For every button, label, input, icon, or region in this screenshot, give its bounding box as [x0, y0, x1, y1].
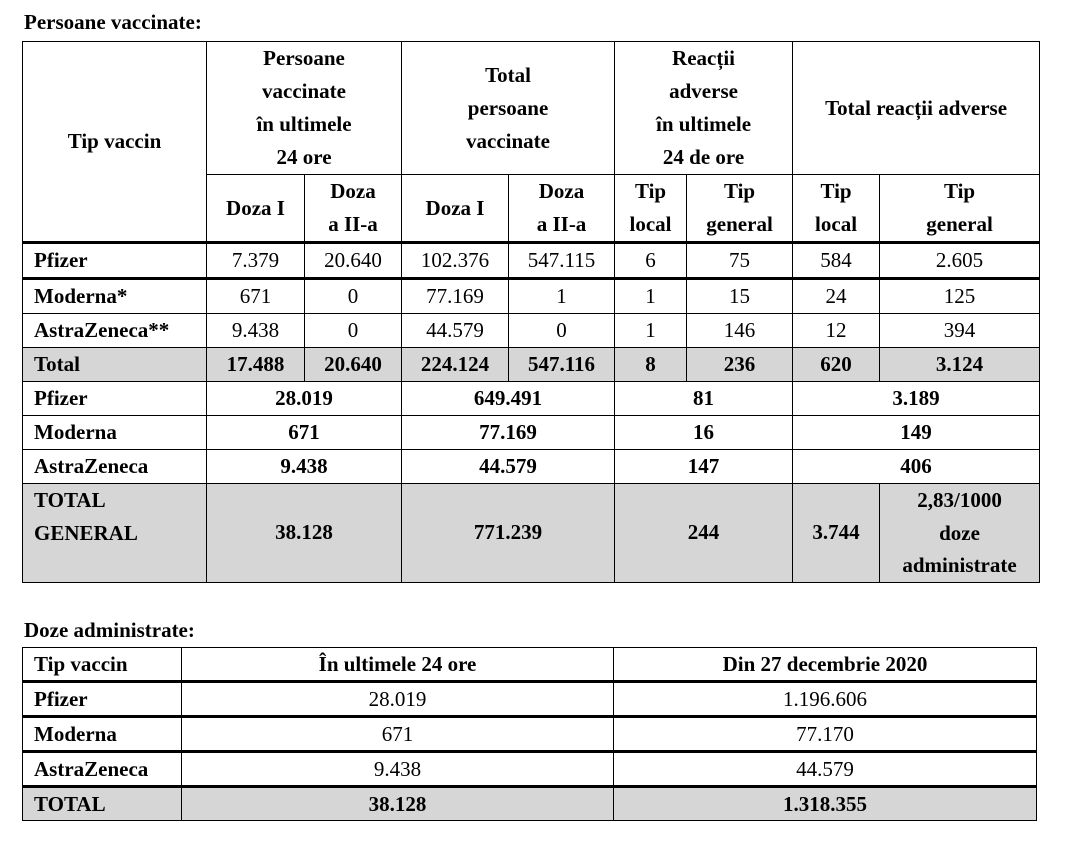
cell: 149: [793, 416, 1040, 450]
header-total-adverse-reactions: Total reacții adverse: [793, 42, 1040, 175]
subheader-tip-local: [793, 175, 880, 243]
summary-row-astrazeneca: [23, 450, 1040, 484]
header-line: a II-a: [328, 212, 378, 236]
cell: 20.640: [305, 243, 402, 279]
rate-line: administrate: [902, 553, 1017, 577]
row-label: Moderna: [23, 416, 207, 450]
label-line: GENERAL: [34, 520, 138, 545]
table-row-total: [23, 787, 1037, 821]
cell: 244: [615, 484, 793, 583]
cell: 224.124: [402, 348, 509, 382]
cell: 394: [880, 314, 1040, 348]
header-line: în ultimele: [656, 112, 752, 136]
cell: 15: [687, 279, 793, 314]
header-line: general: [706, 212, 773, 236]
row-label: Moderna: [23, 717, 182, 752]
row-label: AstraZeneca: [23, 450, 207, 484]
header-line: adverse: [669, 79, 738, 103]
header-line: local: [629, 212, 672, 236]
reaction-rate: [880, 484, 1040, 583]
header-line: local: [815, 212, 858, 236]
header-vaccinated-24h: [207, 42, 402, 175]
cell: 17.488: [207, 348, 305, 382]
cell: 28.019: [207, 382, 402, 416]
cell: 547.116: [509, 348, 615, 382]
rate-line: 2,83/1000: [917, 488, 1002, 512]
row-label: AstraZeneca**: [23, 314, 207, 348]
cell: 125: [880, 279, 1040, 314]
cell: 1: [615, 314, 687, 348]
header-line: vaccinate: [466, 128, 551, 153]
cell: 75: [687, 243, 793, 279]
label-line: TOTAL: [34, 488, 106, 512]
cell: 44.579: [402, 314, 509, 348]
cell: 547.115: [509, 243, 615, 279]
header-line: Tip: [820, 179, 852, 203]
cell: 649.491: [402, 382, 615, 416]
row-label: Moderna*: [23, 279, 207, 314]
header-line: a II-a: [536, 212, 587, 236]
cell: 1: [509, 279, 615, 314]
cell: 44.579: [614, 752, 1037, 787]
cell: 28.019: [182, 682, 614, 717]
header-line: în ultimele: [256, 112, 352, 136]
cell: 8: [615, 348, 687, 382]
cell: 147: [615, 450, 793, 484]
cell: 12: [793, 314, 880, 348]
header-last-24h: În ultimele 24 ore: [182, 648, 614, 682]
cell: 9.438: [207, 450, 402, 484]
cell: 81: [615, 382, 793, 416]
header-line: vaccinate: [262, 79, 346, 103]
section-title-persoane-vaccinate: Persoane vaccinate:: [24, 10, 202, 34]
cell: 3.189: [793, 382, 1040, 416]
header-line: 24 de ore: [662, 145, 745, 169]
cell: 1.318.355: [614, 787, 1037, 821]
cell: 0: [305, 314, 402, 348]
cell: 1.196.606: [614, 682, 1037, 717]
administered-doses-table: [22, 647, 1037, 821]
cell: 77.169: [402, 279, 509, 314]
cell: 671: [182, 717, 614, 752]
subheader-doza-1: Doza I: [402, 175, 509, 243]
header-line: Tip: [723, 179, 756, 203]
header-line: Doza: [330, 179, 376, 203]
row-label: AstraZeneca: [23, 752, 182, 787]
cell: 16: [615, 416, 793, 450]
table-row-pfizer: [23, 682, 1037, 717]
row-label: Total: [23, 348, 207, 382]
row-label: TOTAL: [23, 787, 182, 821]
table-row-pfizer: [23, 243, 1040, 279]
header-line: general: [926, 212, 993, 236]
cell: 44.579: [402, 450, 615, 484]
cell: 671: [207, 416, 402, 450]
header-total-vaccinated: [402, 42, 615, 175]
cell: 406: [793, 450, 1040, 484]
row-label: [23, 484, 207, 583]
subheader-doza-1: Doza I: [207, 175, 305, 243]
subheader-tip-general: [880, 175, 1040, 243]
cell: 9.438: [182, 752, 614, 787]
rate-line: doze: [939, 520, 980, 545]
cell: 6: [615, 243, 687, 279]
header-tip-vaccin: Tip vaccin: [23, 42, 207, 243]
cell: 671: [207, 279, 305, 314]
header-line: persoane: [467, 95, 549, 120]
row-label: Pfizer: [23, 682, 182, 717]
cell: 1: [615, 279, 687, 314]
cell: 771.239: [402, 484, 615, 583]
subheader-tip-local: [615, 175, 687, 243]
cell: 102.376: [402, 243, 509, 279]
header-row: [23, 648, 1037, 682]
header-line: Persoane: [263, 46, 345, 70]
section-title-doze-administrate: Doze administrate:: [24, 618, 195, 642]
header-line: Tip: [943, 179, 976, 203]
cell: 2.605: [880, 243, 1040, 279]
header-line: Total: [485, 62, 531, 87]
cell: 38.128: [182, 787, 614, 821]
header-line: Reacții: [672, 46, 736, 70]
cell: 0: [509, 314, 615, 348]
cell: 236: [687, 348, 793, 382]
header-tip-vaccin: Tip vaccin: [23, 648, 182, 682]
subheader-doza-2: [305, 175, 402, 243]
cell: 38.128: [207, 484, 402, 583]
cell: 9.438: [207, 314, 305, 348]
cell: 77.169: [402, 416, 615, 450]
table-row-total: [23, 348, 1040, 382]
grand-total-row: [23, 484, 1040, 583]
cell: 620: [793, 348, 880, 382]
header-row-1: [23, 42, 1040, 175]
table-row-moderna: [23, 717, 1037, 752]
table-row-astrazeneca: [23, 314, 1040, 348]
summary-row-moderna: [23, 416, 1040, 450]
header-line: Doza: [538, 179, 585, 203]
cell: 146: [687, 314, 793, 348]
cell: 20.640: [305, 348, 402, 382]
summary-row-pfizer: [23, 382, 1040, 416]
cell: 0: [305, 279, 402, 314]
table-row-astrazeneca: [23, 752, 1037, 787]
subheader-tip-general: [687, 175, 793, 243]
cell: 7.379: [207, 243, 305, 279]
header-line: Tip: [634, 179, 667, 203]
table-row-moderna: [23, 279, 1040, 314]
subheader-doza-2: [509, 175, 615, 243]
cell: 24: [793, 279, 880, 314]
vaccinated-persons-table: [22, 41, 1040, 583]
cell: 3.124: [880, 348, 1040, 382]
header-adverse-reactions-24h: [615, 42, 793, 175]
row-label: Pfizer: [23, 243, 207, 279]
cell: 77.170: [614, 717, 1037, 752]
row-label: Pfizer: [23, 382, 207, 416]
cell: 584: [793, 243, 880, 279]
header-since-date: Din 27 decembrie 2020: [614, 648, 1037, 682]
header-line: 24 ore: [276, 145, 332, 169]
cell: 3.744: [793, 484, 880, 583]
